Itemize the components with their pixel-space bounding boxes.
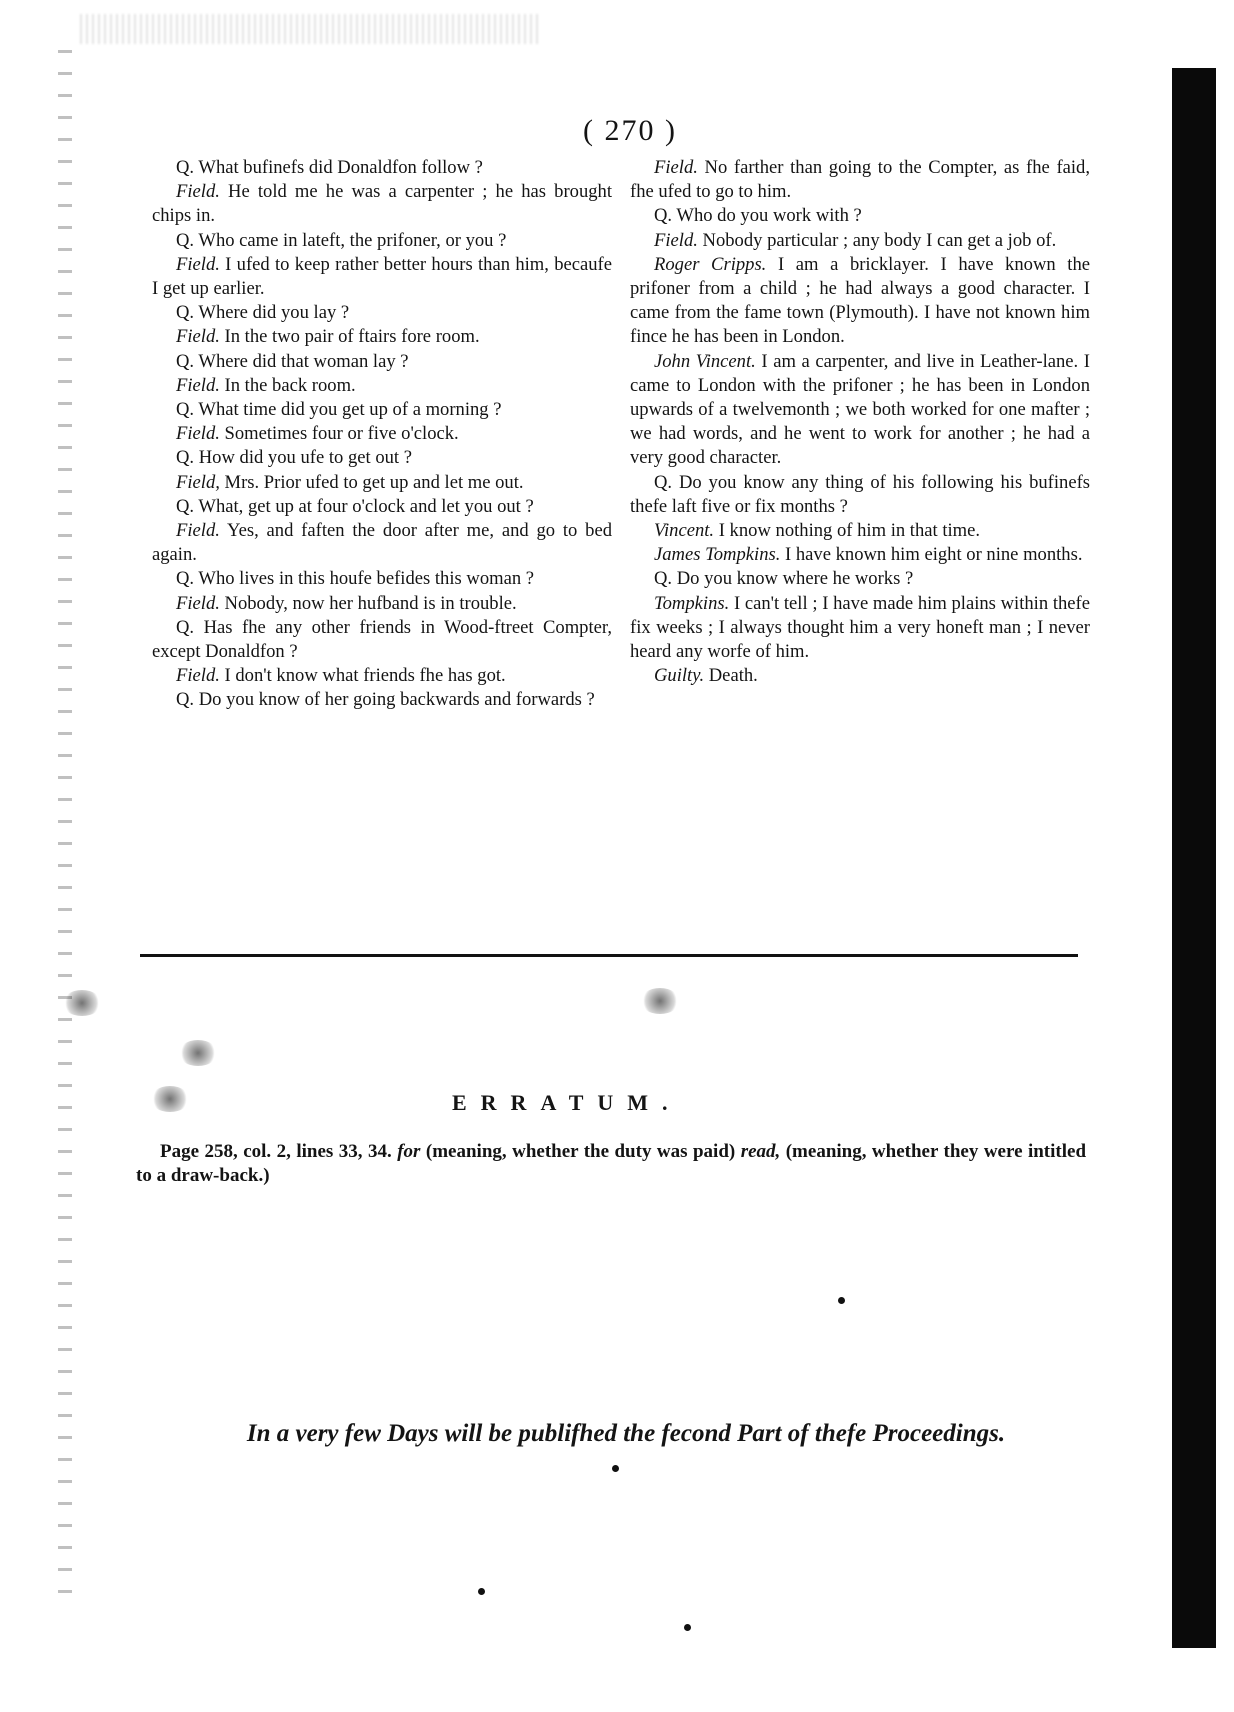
testimony-paragraph: [630, 519, 1090, 543]
testimony-text: Q. Where did that woman lay ?: [176, 350, 409, 372]
testimony-text: I am a carpenter, and live in Leather-lane. I came to London with the prifoner ; he has been in London upwards of a twelvemonth ; we both worked for one mafter ; we had words, and he went to work for another ; he had a very good character.: [630, 350, 1090, 469]
testimony-paragraph: [152, 301, 612, 325]
speaker-name: Field.: [654, 157, 698, 178]
testimony-paragraph: [630, 543, 1090, 567]
speaker-name: Vincent.: [654, 520, 715, 542]
testimony-paragraph: [152, 616, 612, 664]
testimony-paragraph: [152, 664, 612, 688]
testimony-text: I am a bricklayer. I have known the prifoner from a child ; he had always a good character. I came from the fame town (Plymouth). I have not known him fince he has been in London.: [630, 253, 1090, 348]
testimony-text: Q. How did you ufe to get out ?: [176, 447, 412, 469]
erratum-heading: ERRATUM.: [452, 1090, 682, 1115]
testimony-text: Yes, and faften the door after me, and go to bed again.: [152, 520, 612, 566]
testimony-text: Nobody, now her hufband is in trouble.: [219, 592, 517, 614]
testimony-paragraph: [152, 374, 612, 398]
scan-noise-top: [80, 14, 540, 44]
testimony-paragraph: [152, 325, 612, 349]
ink-dot: [684, 1624, 691, 1631]
testimony-text: Death.: [704, 665, 758, 687]
speaker-name: Field.: [654, 229, 698, 251]
testimony-paragraph: [630, 471, 1090, 519]
ink-dot: [612, 1465, 619, 1472]
publication-notice: In a very few Days will be publifhed the fecond Part of thefe Proceedings.: [246, 1420, 1006, 1447]
testimony-text: Q. What, get up at four o'clock and let you out ?: [176, 495, 534, 517]
erratum-text: [136, 1140, 1086, 1188]
speaker-name: Field.: [176, 592, 220, 614]
testimony-paragraph: [630, 592, 1090, 665]
scan-edge-shadow: [1172, 68, 1216, 1648]
testimony-text: Q. Where did you lay ?: [176, 302, 350, 324]
testimony-paragraph: [152, 253, 612, 301]
erratum-tail: (meaning, whether they were intitled to a draw-back.): [136, 1141, 1087, 1186]
testimony-paragraph: [152, 471, 612, 495]
left-column: [152, 156, 612, 713]
testimony-text: Q. Do you know where he works ?: [654, 568, 914, 590]
testimony-text: Q. Do you know of her going backwards and forwards ?: [176, 689, 595, 711]
testimony-text: No farther than going to the Compter, as fhe faid, fhe ufed to go to him.: [630, 157, 1090, 203]
testimony-text: In the two pair of ftairs fore room.: [219, 326, 480, 348]
testimony-text: I don't know what friends fhe has got.: [219, 665, 506, 687]
ink-dot: [838, 1297, 845, 1304]
testimony-paragraph: [630, 664, 1090, 688]
testimony-text: Mrs. Prior ufed to get up and let me out.: [219, 471, 524, 493]
ink-dot: [478, 1588, 485, 1595]
speaker-name: James Tompkins.: [654, 544, 781, 566]
testimony-paragraph: [630, 253, 1090, 350]
testimony-text: I ufed to keep rather better hours than him, becaufe I get up earlier.: [152, 253, 612, 300]
speaker-name: Field,: [176, 471, 220, 493]
testimony-paragraph: [630, 229, 1090, 253]
speaker-name: Field.: [176, 665, 220, 687]
testimony-paragraph: [152, 350, 612, 374]
testimony-text: Q. Who lives in this houfe befides this woman ?: [176, 568, 535, 590]
page-number: ( 270 ): [583, 114, 677, 147]
testimony-paragraph: [630, 567, 1090, 591]
right-column: [630, 156, 1090, 688]
erratum-lead: Page 258, col. 2, lines 33, 34.: [160, 1141, 398, 1162]
testimony-paragraph: [152, 229, 612, 253]
testimony-paragraph: [152, 422, 612, 446]
scan-binding-marks: [58, 50, 72, 1610]
testimony-paragraph: [152, 495, 612, 519]
testimony-paragraph: [152, 398, 612, 422]
testimony-text: In the back room.: [219, 374, 356, 396]
speaker-name: Field.: [176, 374, 220, 396]
section-rule: [140, 954, 1078, 957]
testimony-text: Q. Who came in lateft, the prifoner, or you ?: [176, 229, 507, 251]
erratum-read-word: read,: [740, 1141, 781, 1162]
testimony-paragraph: [152, 446, 612, 470]
testimony-paragraph: [630, 156, 1090, 204]
speaker-name: Guilty.: [654, 665, 705, 687]
speaker-name: John Vincent.: [654, 350, 756, 372]
testimony-text: I have known him eight or nine months.: [780, 544, 1083, 566]
testimony-paragraph: [152, 592, 612, 616]
testimony-paragraph: [152, 156, 612, 180]
speaker-name: Field.: [176, 326, 220, 348]
testimony-text: Nobody particular ; any body I can get a job of.: [697, 229, 1057, 251]
erratum-mid: (meaning, whether the duty was paid): [420, 1141, 741, 1162]
erratum-for-word: for: [397, 1141, 421, 1162]
testimony-text: I can't tell ; I have made him plains within thefe fix weeks ; I always thought him a very honeft man ; I never heard any worfe of him.: [630, 592, 1090, 663]
testimony-text: Q. What time did you get up of a morning ?: [176, 399, 502, 421]
testimony-paragraph: [152, 180, 612, 228]
ink-smudge: [640, 988, 680, 1014]
testimony-paragraph: [152, 567, 612, 591]
testimony-text: Q. Has fhe any other friends in Wood-ftreet Compter, except Donaldfon ?: [152, 616, 612, 663]
ink-smudge: [62, 990, 102, 1016]
testimony-text: Q. What bufinefs did Donaldfon follow ?: [176, 157, 483, 178]
testimony-text: He told me he was a carpenter ; he has brought chips in.: [152, 181, 612, 227]
speaker-name: Field.: [176, 181, 220, 203]
testimony-text: Sometimes four or five o'clock.: [219, 423, 459, 445]
speaker-name: Field.: [176, 423, 220, 445]
testimony-paragraph: [152, 688, 612, 712]
testimony-paragraph: [630, 204, 1090, 228]
testimony-text: Q. Do you know any thing of his following his bufinefs thefe laft five or fix months ?: [630, 471, 1090, 517]
speaker-name: Roger Cripps.: [654, 253, 767, 275]
testimony-paragraph: [630, 350, 1090, 471]
speaker-name: Field.: [176, 520, 220, 542]
testimony-paragraph: [152, 519, 612, 567]
ink-smudge: [178, 1040, 218, 1066]
speaker-name: Field.: [176, 253, 220, 275]
speaker-name: Tompkins.: [654, 592, 730, 614]
testimony-text: Q. Who do you work with ?: [654, 205, 862, 227]
testimony-text: I know nothing of him in that time.: [714, 520, 981, 542]
ink-smudge: [150, 1086, 190, 1112]
